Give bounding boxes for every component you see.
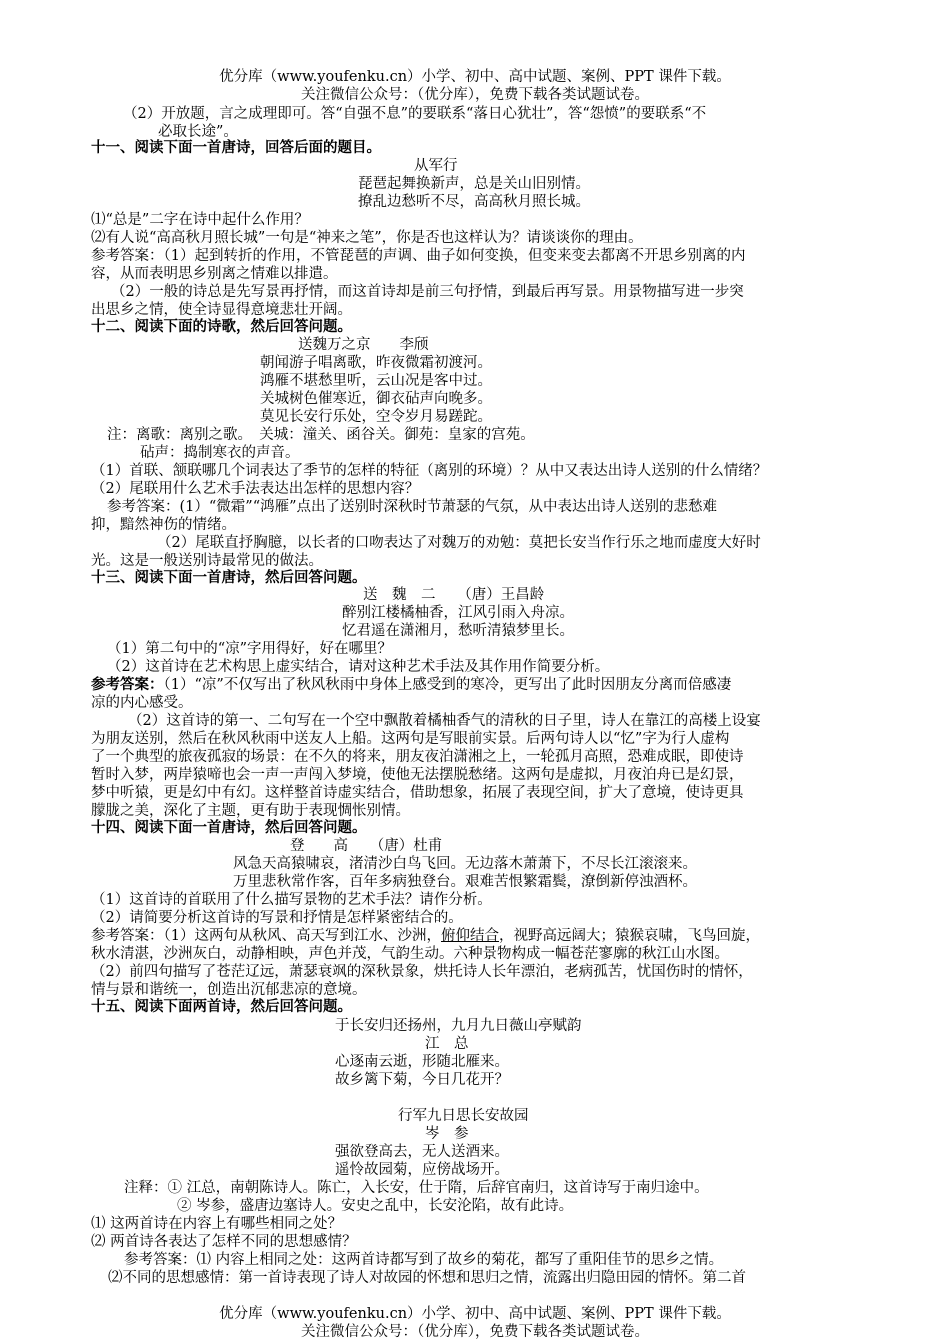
answer-line: ⑵不同的思想感情：第一首诗表现了诗人对故园的怀想和思归之情，流露出归隐田园的情怀。第二首 <box>108 1270 746 1286</box>
poem-title: 送魏万之京 李颀 <box>298 337 429 353</box>
poem-title: 登 高 （唐）杜甫 <box>290 838 443 854</box>
answer-line: 梦中听猿，更是幻中有幻。这样整首诗虚实结合，借助想象，拓展了表现空间，扩大了意境，使诗更具 <box>91 785 744 801</box>
poem-verse: 琵琶起舞换新声，总是关山旧别情。 <box>358 176 590 192</box>
answer-line: 了一个典型的旅夜孤寂的场景：在不久的将来，朋友夜泊潇湘之上，一轮孤月高照，恐难成眠，即使诗 <box>91 749 744 765</box>
section-heading: 十二、阅读下面的诗歌，然后回答问题。 <box>91 318 352 335</box>
poem-verse: 关城树色催寒近，御衣砧声向晚多。 <box>260 391 492 407</box>
answer-line: 参考答案：⑴ 内容上相同之处：这两首诗都写到了故乡的菊花，都写了重阳佳节的思乡之情。 <box>124 1252 724 1268</box>
poem-verse: 风急天高猿啸哀，渚清沙白鸟飞回。无边落木萧萧下，不尽长江滚滚来。 <box>233 856 697 872</box>
section-heading: 十一、阅读下面一首唐诗，回答后面的题目。 <box>91 139 381 156</box>
answer-line: 情与景和谐统一，创造出沉郁悲凉的意境。 <box>91 982 367 998</box>
answer-label: 参考答案： <box>91 676 164 693</box>
answer-line <box>91 676 950 694</box>
footer-line-2: 关注微信公众号：（优分库），免费下载各类试题试卷。 <box>301 1324 649 1340</box>
answer-line: （2）一般的诗总是先写景再抒情，而这首诗却是前三句抒情，到最后再写景。用景物描写进一步突 <box>111 284 744 300</box>
section-heading: 十五、阅读下面两首诗，然后回答问题。 <box>91 998 352 1015</box>
answer-text: （1）“凉”不仅写出了秋风秋雨中身体上感受到的寒冷，更写出了此时因朋友分离而倍感凄 <box>163 677 732 693</box>
poem-title: 从军行 <box>414 158 458 174</box>
intro-line: 必取长途”。 <box>158 124 238 140</box>
header-line-2: 关注微信公众号：（优分库），免费下载各类试题试卷。 <box>301 87 649 103</box>
answer-line: 容，从而表明思乡别离之情难以排遣。 <box>91 266 338 282</box>
poem-verse: 忆君遥在潇湘月，愁听清猿梦里长。 <box>342 623 574 639</box>
note-line: 砧声：捣制寒衣的声音。 <box>140 445 300 461</box>
poem-verse: 强欲登高去，无人送酒来。 <box>335 1144 509 1160</box>
question: ⑴ 这两首诗在内容上有哪些相同之处？ <box>91 1216 343 1232</box>
question: （1）第二句中的“凉”字用得好，好在哪里？ <box>107 641 393 657</box>
answer-line: 秋水清湛，沙洲灰白，动静相映，声色并茂，气韵生动。六种景物构成一幅苍茫寥廓的秋江山水图。 <box>91 946 729 962</box>
answer-line: （2）前四句描写了苍茫辽远，萧瑟衰飒的深秋景象，烘托诗人长年漂泊，老病孤苦，忧国伤时的情怀， <box>91 964 753 980</box>
section-heading: 十三、阅读下面一首唐诗，然后回答问题。 <box>91 569 367 586</box>
section-heading: 十四、阅读下面一首唐诗，然后回答问题。 <box>91 819 367 836</box>
question: （2）尾联用什么艺术手法表达出怎样的思想内容？ <box>91 481 420 497</box>
note-line: ② 岑参，盛唐边塞诗人。安史之乱中，长安沦陷，故有此诗。 <box>177 1198 574 1214</box>
note-line: 注：离歌：离别之歌。 关城：潼关、函谷关。御苑：皇家的宫苑。 <box>107 427 535 443</box>
answer-line: 暂时入梦，两岸猿啼也会一声一声闯入梦境，使他无法摆脱愁绪。这两句是虚拟，月夜泊舟已是幻景， <box>91 767 744 783</box>
poem-verse: 遥怜故园菊，应傍战场开。 <box>335 1162 509 1178</box>
answer-line: （2）这首诗的第一、二句写在一个空中飘散着橘柚香气的清秋的日子里，诗人在靠江的高楼上设宴 <box>128 713 761 729</box>
question: （1）首联、颔联哪几个词表达了季节的怎样的特征（离别的环境）？从中又表达出诗人送别的什么情绪？ <box>91 463 768 479</box>
answer-line: 光。这是一般送别诗最常见的做法。 <box>91 553 323 569</box>
answer-line: 出思乡之情，使全诗显得意境悲壮开阔。 <box>91 302 352 318</box>
poem-verse: 故乡篱下菊，今日几花开？ <box>335 1072 509 1088</box>
answer-line <box>91 927 950 945</box>
poem-verse: 鸿雁不堪愁里听，云山况是客中过。 <box>260 373 492 389</box>
note-line: 注释：① 江总，南朝陈诗人。陈亡，入长安，仕于隋，后辞官南归，这首诗写于南归途中。 <box>124 1180 709 1196</box>
poem-verse: 朝闻游子唱离歌，昨夜微霜初渡河。 <box>260 355 492 371</box>
poem-title: 行军九日思长安故园 <box>398 1108 529 1124</box>
answer-line: （2）尾联直抒胸臆，以长者的口吻表达了对魏万的劝勉：莫把长安当作行乐之地而虚度大好时 <box>157 535 761 551</box>
poem-title: 送 魏 二 （唐）王昌龄 <box>363 587 545 603</box>
answer-line: 参考答案：(1）“微霜”“鸿雁”点出了送别时深秋时节萧瑟的气氛，从中表达出诗人送别的悲愁难 <box>107 499 718 515</box>
question: （1）这首诗的首联用了什么描写景物的艺术手法？请作分析。 <box>91 892 492 908</box>
answer-text: 参考答案：（1）这两句从秋风、高天写到江水、沙洲， <box>91 928 441 944</box>
poem-author: 江 总 <box>425 1036 469 1052</box>
intro-line: （2）开放题，言之成理即可。答“自强不息”的要联系“落日心犹壮”，答“怨愤”的要联系“不 <box>123 106 707 122</box>
poem-verse: 撩乱边愁听不尽，高高秋月照长城。 <box>358 194 590 210</box>
answer-line: 参考答案：（1）起到转折的作用，不管琵琶的声调、曲子如何变换，但变来变去都离不开思乡别离的内 <box>91 248 746 264</box>
poem-verse: 莫见长安行乐处，空令岁月易蹉跎。 <box>260 409 492 425</box>
question: （2）请简要分析这首诗的写景和抒情是怎样紧密结合的。 <box>91 910 463 926</box>
answer-text: ，视野高远阔大；猿猴哀啸，飞鸟回旋， <box>498 928 760 944</box>
answer-line: 凉的内心感受。 <box>91 695 193 711</box>
answer-line: 朦胧之美，深化了主题，更有助于表现惆怅别情。 <box>91 803 410 819</box>
question: ⑵ 两首诗各表达了怎样不同的思想感情？ <box>91 1234 357 1250</box>
question: （2）这首诗在艺术构思上虚实结合，请对这种艺术手法及其作用作简要分析。 <box>107 659 610 675</box>
answer-line: 抑，黯然神伤的情绪。 <box>91 517 236 533</box>
poem-verse: 醉别江楼橘柚香，江风引雨入舟凉。 <box>342 605 574 621</box>
header-line-1: 优分库（www.youfenku.cn）小学、初中、高中试题、案例、PPT 课件下载。 <box>219 69 731 85</box>
question: ⑴“总是”二字在诗中起什么作用？ <box>91 212 309 228</box>
answer-underlined: 俯仰结合 <box>440 928 499 944</box>
footer-line-1: 优分库（www.youfenku.cn）小学、初中、高中试题、案例、PPT 课件下载。 <box>219 1306 731 1322</box>
poem-verse: 心逐南云逝，形随北雁来。 <box>335 1054 509 1070</box>
poem-verse: 万里悲秋常作客，百年多病独登台。艰难苦恨繁霜鬓，潦倒新停浊酒杯。 <box>233 874 697 890</box>
question: ⑵有人说“高高秋月照长城”一句是“神来之笔”，你是否也这样认为？请谈谈你的理由。 <box>91 230 643 246</box>
answer-line: 为朋友送别，然后在秋风秋雨中送友人上船。这两句是写眼前实景。后两句诗人以“忆”字为行人虚构 <box>91 731 730 747</box>
poem-author: 岑 参 <box>425 1126 469 1142</box>
poem-title: 于长安归还扬州，九月九日薇山亭赋韵 <box>335 1018 582 1034</box>
